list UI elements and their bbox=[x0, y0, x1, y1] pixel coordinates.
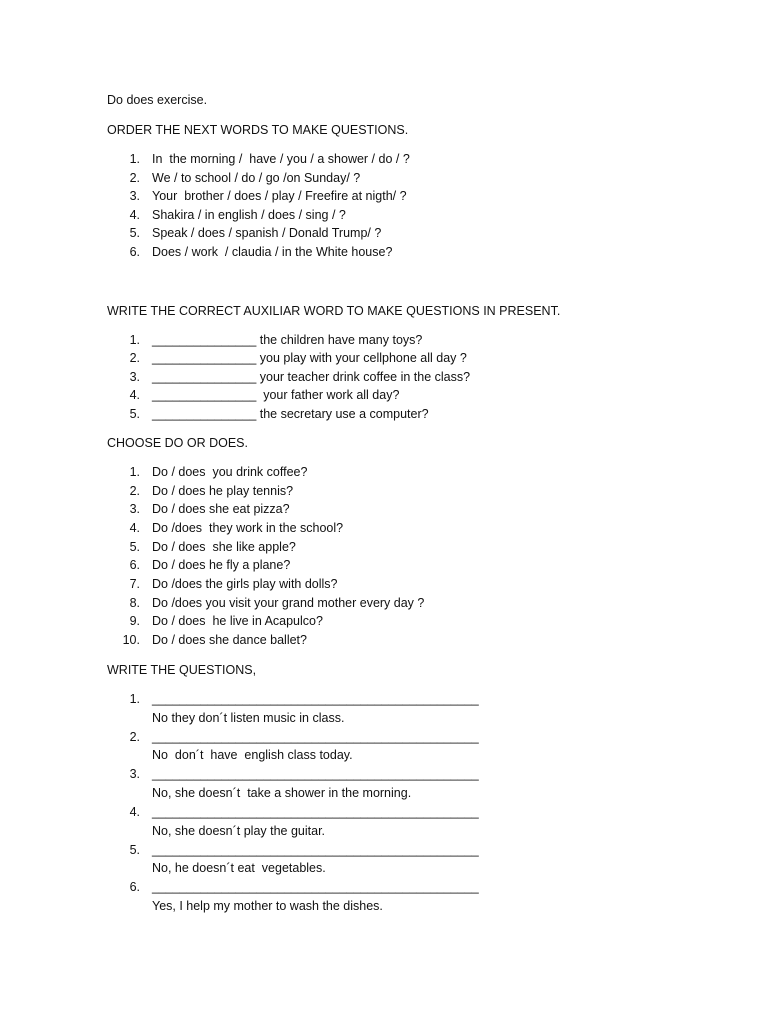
answer-text: No, she doesn´t play the guitar. bbox=[152, 824, 326, 838]
answer-text: No, he doesn´t eat vegetables. bbox=[152, 861, 326, 875]
answer-blank: _______________________________________________ bbox=[152, 767, 479, 781]
answer-blank: _______________________________________________ bbox=[152, 843, 479, 857]
section-heading: WRITE THE CORRECT AUXILIAR WORD TO MAKE QUESTIONS IN PRESENT. bbox=[107, 304, 561, 318]
answer-blank: _______________________________________________ bbox=[152, 730, 479, 744]
answer-text: No don´t have english class today. bbox=[152, 748, 353, 762]
answer-text: No they don´t listen music in class. bbox=[152, 711, 345, 725]
answer-blank: _______________________________________________ bbox=[152, 692, 479, 706]
answer-blank: _______________________________________________ bbox=[152, 880, 479, 894]
answer-blank: _______________________________________________ bbox=[152, 805, 479, 819]
section-heading: WRITE THE QUESTIONS, bbox=[107, 663, 257, 677]
page-title: Do does exercise. bbox=[107, 93, 208, 107]
answer-text: No, she doesn´t take a shower in the morning. bbox=[152, 786, 412, 800]
section-heading: ORDER THE NEXT WORDS TO MAKE QUESTIONS. bbox=[107, 123, 409, 137]
answer-text: Yes, I help my mother to wash the dishes. bbox=[152, 899, 383, 913]
section-heading: CHOOSE DO OR DOES. bbox=[107, 436, 248, 450]
